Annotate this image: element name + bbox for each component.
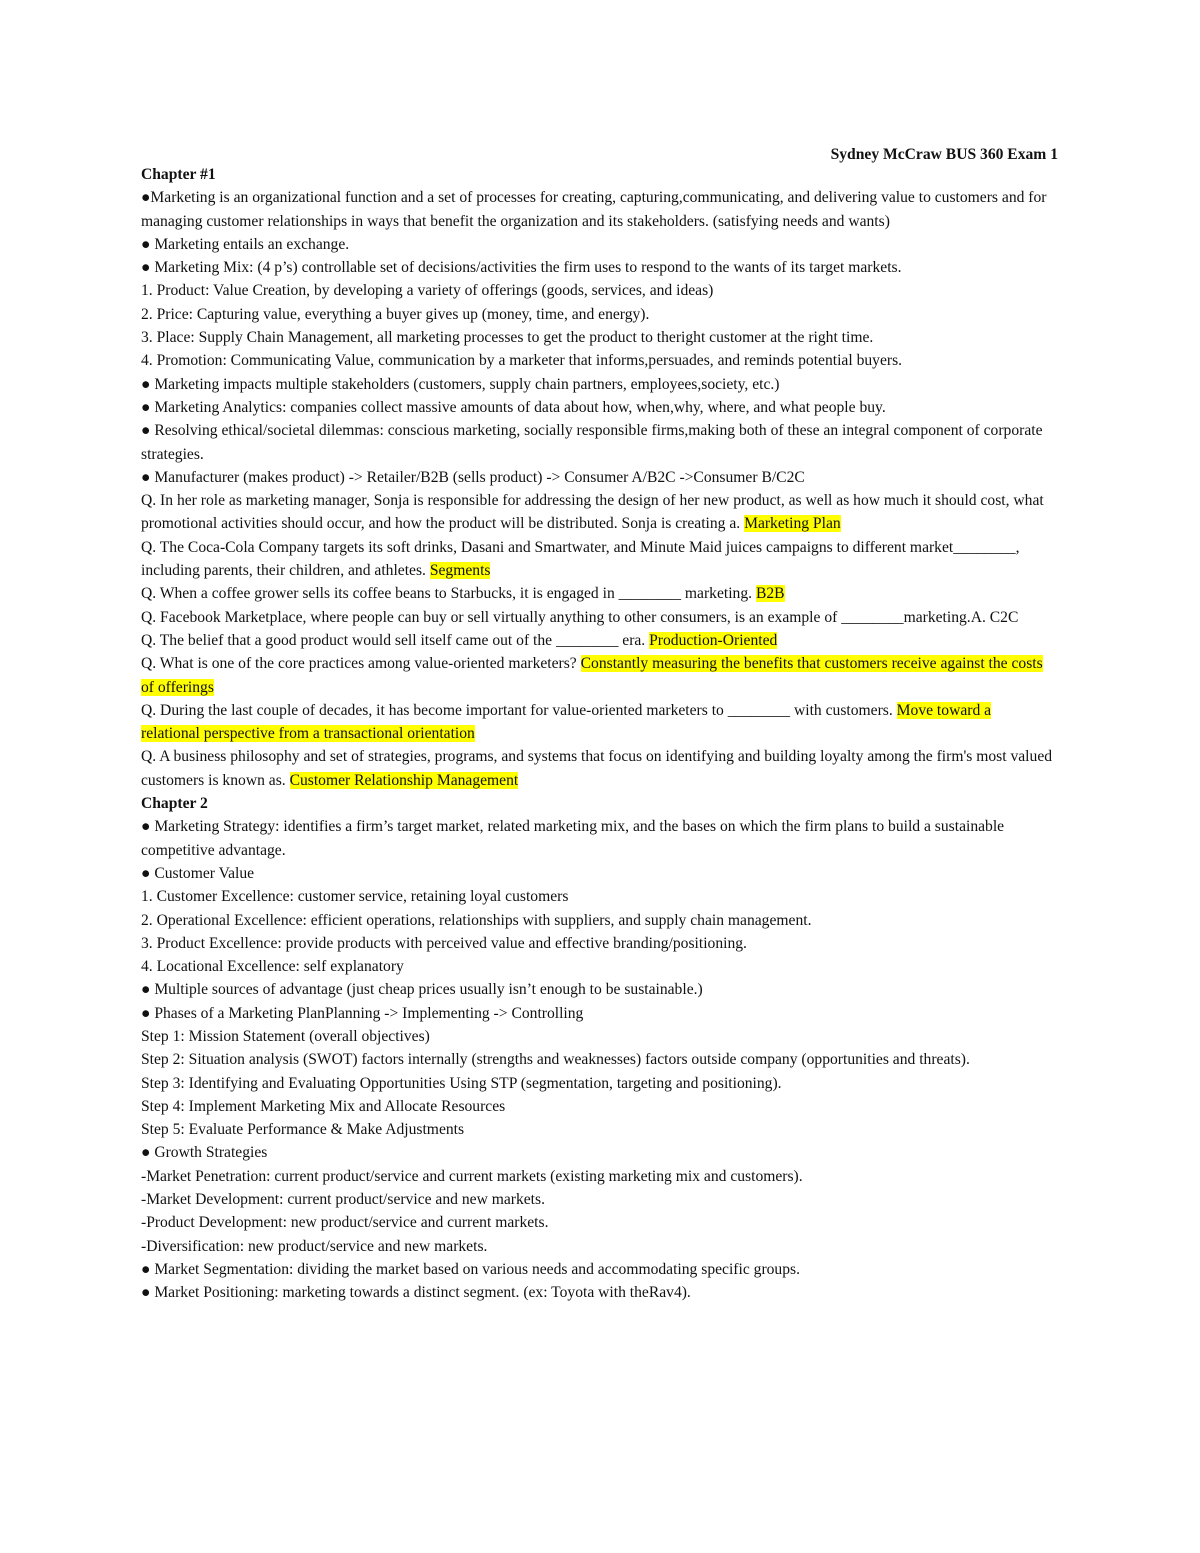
paragraph-text: 2. Price: Capturing value, everything a buyer gives up (money, time, and energy). [141, 305, 650, 323]
paragraph [141, 582, 1053, 605]
paragraph [141, 1118, 1053, 1141]
highlighted-answer: Segments [429, 562, 491, 580]
paragraph-text: 3. Place: Supply Chain Management, all marketing processes to get the product to theright customer at the right time. [141, 329, 874, 347]
paragraph [141, 862, 1053, 885]
paragraph [141, 256, 1053, 279]
paragraph-text: Q. The belief that a good product would sell itself came out of the ________ era. [141, 631, 650, 649]
paragraph [141, 1095, 1053, 1118]
paragraph-text: Q. A business philosophy and set of strategies, programs, and systems that focus on identifying and building loyalty among the firm's most valued customers is known as. [141, 748, 1053, 789]
section-heading [141, 792, 1053, 815]
paragraph [141, 326, 1053, 349]
paragraph-text: ● Phases of a Marketing PlanPlanning -> Implementing -> Controlling [141, 1004, 584, 1022]
paragraph [141, 606, 1053, 629]
paragraph-text: ● Marketing Strategy: identifies a firm’s target market, related marketing mix, and the bases on which the firm plans to build a sustainable competitive advantage. [141, 818, 1005, 859]
paragraph-text: 3. Product Excellence: provide products with perceived value and effective branding/positioning. [141, 934, 747, 952]
paragraph [141, 1235, 1053, 1258]
section-heading [141, 163, 1053, 186]
highlighted-answer: Production-Oriented [649, 631, 778, 649]
paragraph-text: -Product Development: new product/service and current markets. [141, 1214, 549, 1232]
paragraph [141, 233, 1053, 256]
heading-text: Chapter 2 [141, 795, 208, 813]
paragraph [141, 1141, 1053, 1164]
paragraph [141, 1165, 1053, 1188]
paragraph-text: 2. Operational Excellence: efficient operations, relationships with suppliers, and supply chain management. [141, 911, 812, 929]
paragraph-text: Step 5: Evaluate Performance & Make Adjustments [141, 1121, 465, 1139]
highlighted-answer: B2B [755, 585, 785, 603]
paragraph-text: ● Customer Value [141, 864, 255, 882]
paragraph-text: ●Marketing is an organizational function and a set of processes for creating, capturing,communicating, and delivering value to customers and for managing customer relationships in ways that benefit the organization and its stakeholders. (satisfying needs and wants) [141, 189, 1047, 230]
paragraph-text: Step 2: Situation analysis (SWOT) factors internally (strengths and weaknesses) factors outside company (opportunities and threats). [141, 1051, 970, 1069]
paragraph [141, 373, 1053, 396]
paragraph-text: ● Manufacturer (makes product) -> Retailer/B2B (sells product) -> Consumer A/B2C ->Consumer B/C2C [141, 468, 805, 486]
paragraph [141, 419, 1053, 466]
paragraph [141, 885, 1053, 908]
paragraph-text: Step 3: Identifying and Evaluating Opportunities Using STP (segmentation, targeting and positioning). [141, 1074, 782, 1092]
paragraph [141, 1048, 1053, 1071]
paragraph [141, 536, 1053, 583]
paragraph [141, 1072, 1053, 1095]
paragraph [141, 186, 1053, 233]
paragraph [141, 909, 1053, 932]
paragraph-text: ● Resolving ethical/societal dilemmas: conscious marketing, socially responsible firms,making both of these an integral component of corporate strategies. [141, 422, 1043, 463]
paragraph-text: 1. Product: Value Creation, by developing a variety of offerings (goods, services, and ideas) [141, 282, 714, 300]
paragraph [141, 652, 1053, 699]
paragraph [141, 699, 1053, 746]
paragraph [141, 629, 1053, 652]
paragraph-text: ● Marketing entails an exchange. [141, 235, 350, 253]
paragraph [141, 745, 1053, 792]
paragraph-text: ● Marketing Analytics: companies collect massive amounts of data about how, when,why, where, and what people buy. [141, 398, 886, 416]
paragraph-text: -Diversification: new product/service and new markets. [141, 1237, 488, 1255]
paragraph-text: Q. During the last couple of decades, it has become important for value-oriented marketers to ________ with customers. [141, 701, 897, 719]
paragraph [141, 466, 1053, 489]
heading-text: Chapter #1 [141, 166, 216, 183]
paragraph [141, 978, 1053, 1001]
paragraph-text: Step 4: Implement Marketing Mix and Allocate Resources [141, 1097, 506, 1115]
paragraph [141, 489, 1053, 536]
paragraph-text: Q. In her role as marketing manager, Sonja is responsible for addressing the design of her new product, as well as how much it should cost, what promotional activities should occur, and how the product will be distributed. Sonja is creating a. [141, 492, 1044, 533]
paragraph-text: Step 1: Mission Statement (overall objectives) [141, 1027, 430, 1045]
paragraph-text: 1. Customer Excellence: customer service, retaining loyal customers [141, 888, 569, 906]
highlighted-answer: Customer Relationship Management [289, 771, 519, 789]
paragraph [141, 932, 1053, 955]
paragraph-text: ● Market Segmentation: dividing the market based on various needs and accommodating specific groups. [141, 1260, 800, 1278]
document-body [141, 163, 1053, 1305]
paragraph [141, 955, 1053, 978]
paragraph-text: -Market Penetration: current product/service and current markets (existing marketing mix and customers). [141, 1167, 803, 1185]
paragraph [141, 279, 1053, 302]
paragraph-text: Q. When a coffee grower sells its coffee beans to Starbucks, it is engaged in ________ marketing. [141, 585, 756, 603]
paragraph-text: 4. Promotion: Communicating Value, communication by a marketer that informs,persuades, and reminds potential buyers. [141, 352, 903, 370]
paragraph-text: 4. Locational Excellence: self explanatory [141, 958, 404, 976]
paragraph-text: Q. What is one of the core practices among value-oriented marketers? [141, 655, 581, 673]
paragraph [141, 1211, 1053, 1234]
paragraph-text: ● Growth Strategies [141, 1144, 268, 1162]
document-header: Sydney McCraw BUS 360 Exam 1 [830, 146, 1058, 163]
paragraph-text: ● Marketing Mix: (4 p’s) controllable set of decisions/activities the firm uses to respond to the wants of its target markets. [141, 259, 902, 277]
paragraph [141, 1281, 1053, 1304]
paragraph [141, 1025, 1053, 1048]
highlighted-answer: Move toward a relational perspective from a transactional orientation [141, 701, 992, 743]
paragraph-text: Q. The Coca-Cola Company targets its soft drinks, Dasani and Smartwater, and Minute Maid juices campaigns to different market________, including parents, their children, and athletes. [141, 538, 1020, 580]
paragraph [141, 1002, 1053, 1025]
paragraph-text: ● Market Positioning: marketing towards a distinct segment. (ex: Toyota with theRav4). [141, 1284, 691, 1302]
paragraph [141, 1188, 1053, 1211]
highlighted-answer: Marketing Plan [744, 515, 841, 533]
paragraph-text: Q. Facebook Marketplace, where people can buy or sell virtually anything to other consumers, is an example of ________marketing.A. C2C [141, 608, 1019, 626]
paragraph [141, 349, 1053, 372]
highlighted-answer: Constantly measuring the benefits that customers receive against the costs of offerings [141, 655, 1043, 696]
paragraph-text: ● Marketing impacts multiple stakeholders (customers, supply chain partners, employees,society, etc.) [141, 375, 780, 393]
paragraph [141, 303, 1053, 326]
paragraph-text: ● Multiple sources of advantage (just cheap prices usually isn’t enough to be sustainable.) [141, 981, 703, 999]
paragraph [141, 1258, 1053, 1281]
paragraph [141, 815, 1053, 862]
paragraph-text: -Market Development: current product/service and new markets. [141, 1191, 545, 1209]
paragraph [141, 396, 1053, 419]
